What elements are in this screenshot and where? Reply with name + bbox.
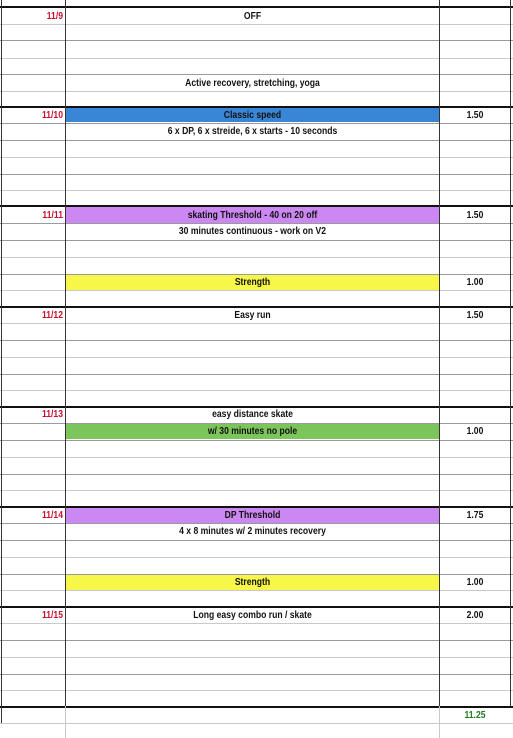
row-border bbox=[0, 457, 513, 458]
column-border bbox=[65, 0, 66, 706]
column-border bbox=[510, 0, 511, 706]
hours-cell: 1.00 bbox=[466, 426, 484, 437]
workout-label: OFF bbox=[243, 11, 262, 22]
column-border bbox=[439, 706, 440, 738]
row-border bbox=[0, 540, 513, 541]
hours-cell: 1.50 bbox=[466, 110, 484, 121]
row-border bbox=[0, 374, 513, 375]
row-border bbox=[0, 390, 513, 391]
row-border bbox=[0, 340, 513, 341]
date-cell: 11/12 bbox=[41, 310, 63, 321]
row-border bbox=[0, 240, 513, 241]
row-border bbox=[0, 274, 513, 275]
column-border bbox=[439, 0, 440, 706]
row-border bbox=[0, 674, 513, 675]
row-border bbox=[0, 640, 513, 641]
row-border bbox=[0, 40, 513, 41]
row-border bbox=[0, 205, 513, 207]
workout-label: DP Threshold bbox=[224, 510, 281, 521]
date-cell: 11/14 bbox=[41, 510, 63, 521]
row-border bbox=[0, 123, 513, 124]
row-border bbox=[0, 6, 513, 8]
row-border bbox=[0, 606, 513, 608]
workout-label: 6 x DP, 6 x streide, 6 x starts - 10 seconds bbox=[167, 126, 338, 137]
row-border bbox=[0, 140, 513, 141]
row-border bbox=[0, 257, 513, 258]
workout-label: Long easy combo run / skate bbox=[193, 610, 312, 621]
row-border bbox=[0, 58, 513, 59]
row-border bbox=[0, 91, 513, 92]
date-cell: 11/10 bbox=[41, 110, 63, 121]
row-border bbox=[0, 490, 513, 491]
row-border bbox=[0, 24, 513, 25]
row-border bbox=[0, 557, 513, 558]
row-border bbox=[0, 723, 513, 724]
row-border bbox=[0, 574, 513, 575]
column-border bbox=[65, 706, 66, 738]
workout-label: Classic speed bbox=[223, 110, 282, 121]
row-border bbox=[0, 690, 513, 691]
row-border bbox=[0, 523, 513, 524]
hours-cell: 1.50 bbox=[466, 210, 484, 221]
date-cell: 11/15 bbox=[41, 610, 63, 621]
row-border bbox=[0, 506, 513, 508]
row-border bbox=[0, 306, 513, 308]
row-border bbox=[0, 440, 513, 441]
workout-label: w/ 30 minutes no pole bbox=[207, 426, 298, 437]
row-border bbox=[0, 106, 513, 108]
hours-cell: 1.00 bbox=[466, 277, 484, 288]
row-border bbox=[0, 357, 513, 358]
workout-label: Easy run bbox=[234, 310, 271, 321]
row-border bbox=[0, 190, 513, 191]
row-border bbox=[0, 423, 513, 424]
row-border bbox=[0, 174, 513, 175]
total-hours-cell: 11.25 bbox=[464, 710, 486, 721]
row-border bbox=[0, 290, 513, 291]
hours-cell: 2.00 bbox=[466, 610, 484, 621]
date-cell: 11/13 bbox=[41, 409, 63, 420]
date-cell: 11/11 bbox=[42, 210, 63, 221]
workout-label: skating Threshold - 40 on 20 off bbox=[187, 210, 318, 221]
row-border bbox=[0, 157, 513, 158]
row-border bbox=[0, 323, 513, 324]
row-border bbox=[0, 223, 513, 224]
workout-label: easy distance skate bbox=[212, 409, 293, 420]
workout-label: Strength bbox=[234, 277, 271, 288]
row-border bbox=[0, 706, 513, 708]
row-border bbox=[0, 74, 513, 75]
workout-label: Strength bbox=[234, 577, 271, 588]
row-border bbox=[0, 623, 513, 624]
workout-label: 30 minutes continuous - work on V2 bbox=[178, 226, 327, 237]
hours-cell: 1.00 bbox=[466, 577, 484, 588]
row-border bbox=[0, 590, 513, 591]
row-border bbox=[0, 657, 513, 658]
hours-cell: 1.75 bbox=[466, 510, 484, 521]
workout-label: Active recovery, stretching, yoga bbox=[185, 78, 320, 89]
column-border bbox=[1, 0, 2, 723]
hours-cell: 1.50 bbox=[466, 310, 484, 321]
workout-label: 4 x 8 minutes w/ 2 minutes recovery bbox=[179, 526, 326, 537]
date-cell: 11/9 bbox=[46, 11, 63, 22]
row-border bbox=[0, 474, 513, 475]
